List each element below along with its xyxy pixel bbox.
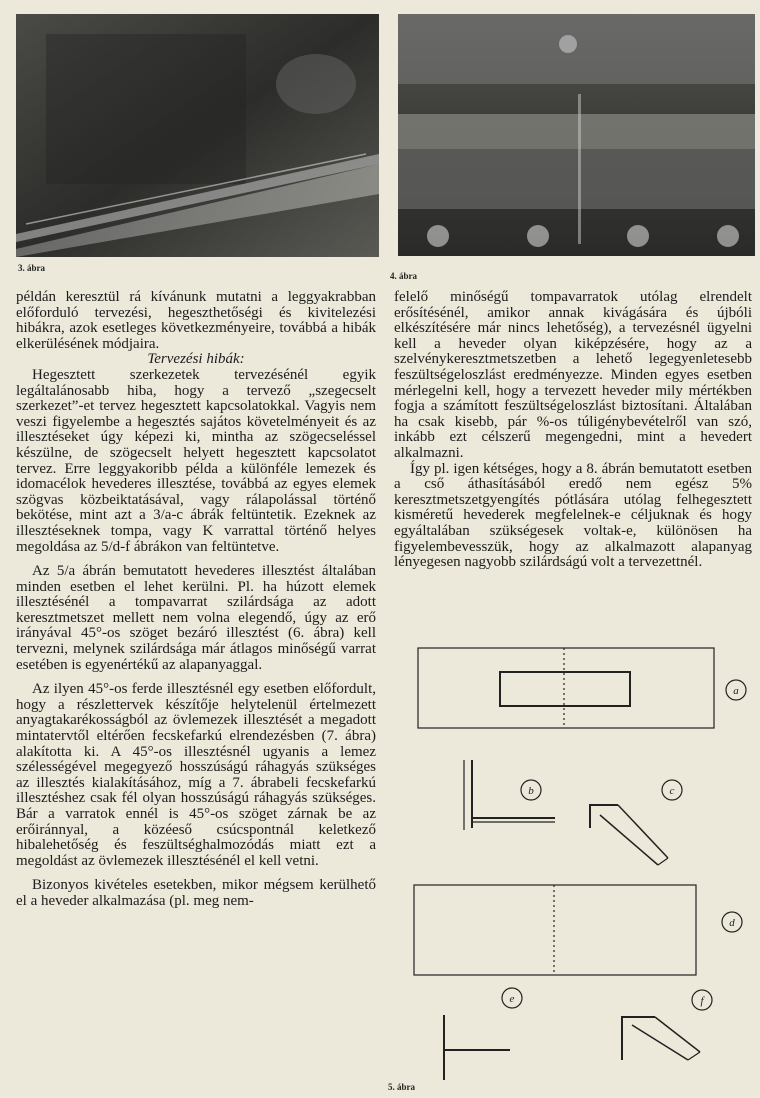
- figure-5-caption: 5. ábra: [388, 1082, 415, 1092]
- section-heading: Tervezési hibák:: [147, 351, 245, 368]
- paragraph: felelő minőségű tompavarratok utólag elrendelt erősítésénél, amikor annak kivágására és újbóli elkészítésére már nincs lehetőség), a tervezésnél ügyelni kell a heveder olyan kiképzésére, hogy az a szelvénykeresztmetszetben a lehető legegyenletesebb feszültségeloszlást eredményezze. Minden egyes esetben mérlegelni kell, hogy a tervezett heveder mily mértékben fogja a számított feszültségeloszlást biztosítani. Általában ha csak kisebb, pár %-os túligénybevételről van szó, inkább ezt célszerű megengedni, mint a hevedert alkalmazni.: [394, 289, 752, 461]
- left-column: [16, 290, 376, 910]
- figure-3-caption: 3. ábra: [18, 263, 45, 273]
- figure-5d-label: d: [729, 917, 735, 929]
- paragraph: Hegesztett szerkezetek tervezésénél egyik legáltalánosabb hiba, hogy a tervező „szegecselt szerkezet”-et tervez hegesztett kapcsolatokkal. Vagyis nem veszi figyelembe a hegesztés sajátos követelményeit és az illesztéseket úgy képezi ki, mintha az szögecseléssel készülne, de szögecselt helyett hegesztett kapcsolatot tervez. Erre leggyakoribb példa a különféle lemezek és idomacélok hevederes illesztése, továbbá az egyes elemek szögvas közbeiktatásával, vagy rálapolással történő bekötése, mint azt a 3/a-c ábrák feltüntetik. Ezeknek az illesztéseknek tompa, vagy K varrattal történő helyes megoldása az 5/d-f ábrákon van feltüntetve.: [16, 366, 376, 555]
- intro-paragraph: példán keresztül rá kívánunk mutatni a leggyakrabban előforduló tervezési, hegeszthetőségi és kivitelezési hibákra, azok esetleges következményeire, továbbá a hibák elkerülésének módjaira.: [16, 289, 376, 352]
- figure-4-caption: 4. ábra: [390, 271, 417, 281]
- paragraph: Így pl. igen kétséges, hogy a 8. ábrán bemutatott esetben a cső áthasításából eredő nem egész 5% keresztmetszetgyengítés pótlására utólag felhegesztett kisméretű hevederek megfelelnek-e céljuknak és hogy egyáltalában szükségesek voltak-e, különösen ha figyelembevesszük, hogy az alkalmazott alapanyag lényegesen nagyobb szilárdságú volt a tervezettnél.: [394, 460, 752, 571]
- paragraph: Az 5/a ábrán bemutatott hevederes illesztést általában minden esetben el lehet kerülni. Pl. ha húzott elemek illesztésénél a tompavarrat szilárdsága az adott keresztmetszet mellett nem volna elegendő, úgy az erő irányával 45°-os szöget bezáró illesztést (6. ábra) kell tervezni, melynek szilárdsága már átlagos minőségű varrat esetében is egyenértékű az alapanyaggal.: [16, 563, 376, 673]
- paragraph: Az ilyen 45°-os ferde illesztésnél egy esetben előfordult, hogy a részlettervek készítője helytelenül értelmezett anyagtakarékosságból az övlemezek illesztését a megadott mintatervtől eltérően fecskefarkú elrendezésben (7. ábra) alakította ki. A 45°-os illesztésnél ugyanis a lemez szélességével megegyező hosszúságú ráhagyás szükséges az illesztés kialakításához, míg a 7. ábrabeli fecskefarkú illesztéshez csak fél olyan hosszúságú ráhagyás szükséges. Bár a varratok ennél is 45°-os szöget zárnak be az erőiránnyal, a közéeső csúcspontnál keletkező hibalehetőség és feszültséghalmozódás miatt ezt a megoldást az övlemezek illesztésénél el kell vetni.: [16, 681, 376, 869]
- figure-5c-label: c: [669, 785, 675, 797]
- figure-4-photo: [398, 14, 755, 256]
- paragraph: Bizonyos kivételes esetekben, mikor mégsem kerülhető el a heveder alkalmazása (pl. meg nem-: [16, 877, 376, 909]
- figure-5-diagram: [410, 640, 755, 1080]
- figure-3-photo: [16, 14, 379, 257]
- figure-5a-label: a: [733, 685, 739, 697]
- right-column: [394, 290, 752, 571]
- figure-5f-label: f: [700, 995, 704, 1007]
- figure-5b-label: b: [528, 785, 534, 797]
- figure-5e-label: e: [509, 993, 515, 1005]
